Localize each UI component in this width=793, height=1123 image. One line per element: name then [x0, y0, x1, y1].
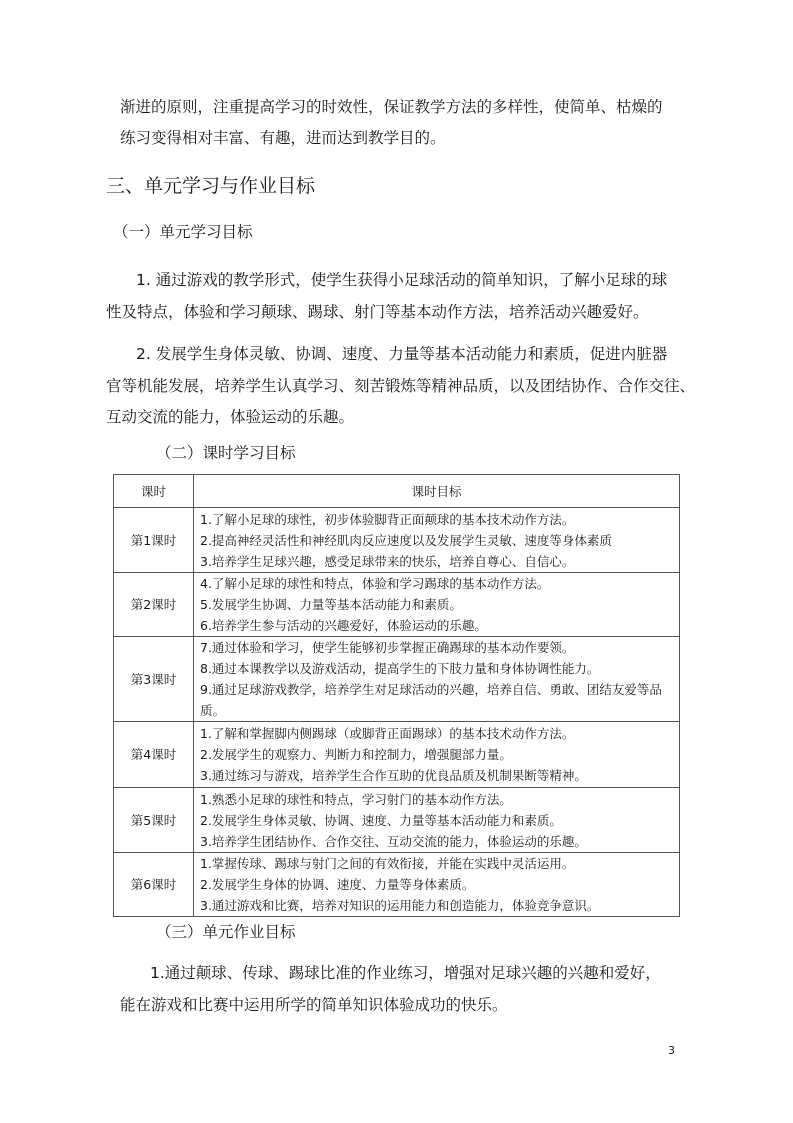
homework-goal-1-line-1: 1.通过颠球、传球、踢球比准的作业练习，增强对足球兴趣的兴趣和爱好， [150, 964, 661, 982]
lesson-cell: 第1课时 [114, 508, 194, 573]
table-row [114, 788, 680, 853]
subsection-3-heading: （三）单元作业目标 [156, 923, 296, 941]
column-header-lesson: 课时 [114, 475, 194, 508]
lesson-goals-table [113, 474, 680, 917]
goal-text: 3.通过游戏和比赛，培养对知识的运用能力和创造能力，体验竞争意识。 [200, 898, 600, 913]
goals-cell [194, 573, 680, 637]
goal-text: 3.培养学生足球兴趣，感受足球带来的快乐，培养自尊心、自信心。 [200, 553, 575, 569]
goal-text: 2.发展学生的观察力、判断力和控制力，增强腿部力量。 [200, 747, 512, 762]
goals-cell [194, 508, 680, 573]
goals-cell [194, 788, 680, 853]
goals-cell [194, 722, 680, 788]
goal-text: 8.通过本课教学以及游戏活动，提高学生的下肢力量和身体协调性能力。 [200, 661, 600, 676]
lesson-cell: 第2课时 [114, 573, 194, 637]
lesson-cell: 第5课时 [114, 788, 194, 853]
goal-text: 3.通过练习与游戏，培养学生合作互助的优良品质及机制果断等精神。 [200, 768, 587, 783]
intro-line-2: 练习变得相对丰富、有趣，进而达到教学目的。 [120, 129, 446, 147]
goal-text: 1.掌握传球、踢球与射门之间的有效衔接，并能在实践中灵活运用。 [200, 856, 575, 871]
table-row [114, 722, 680, 788]
table-row [114, 508, 680, 573]
table-row [114, 853, 680, 917]
table-header-row [114, 475, 680, 508]
page-number: 3 [668, 1044, 675, 1057]
goal-text: 6.培养学生参与活动的兴趣爱好，体验运动的乐趣。 [200, 618, 487, 633]
goal-text: 1.熟悉小足球的球性和特点，学习射门的基本动作方法。 [200, 791, 512, 807]
goals-cell [194, 637, 680, 722]
section-3-heading: 三、单元学习与作业目标 [106, 175, 316, 197]
goal-text: 2.发展学生身体的协调、速度、力量等身体素质。 [200, 877, 475, 892]
lesson-cell: 第4课时 [114, 722, 194, 788]
goal-text: 9.通过足球游戏教学，培养学生对足球活动的兴趣，培养自信、勇敢、团结友爱等品质。 [200, 682, 662, 718]
learning-goal-1-line-2: 性及特点，体验和学习颠球、踢球、射门等基本动作方法，培养活动兴趣爱好。 [106, 303, 649, 321]
goal-text: 3.培养学生团结协作、合作交往、互动交流的能力，体验运动的乐趣。 [200, 833, 587, 849]
table-row [114, 573, 680, 637]
subsection-2-heading: （二）课时学习目标 [156, 444, 296, 462]
learning-goal-2-line-2: 官等机能发展，培养学生认真学习、刻苦锻炼等精神品质，以及团结协作、合作交往、 [106, 377, 696, 395]
goal-text: 1.了解和掌握脚内侧踢球（或脚背正面踢球）的基本技术动作方法。 [200, 726, 575, 741]
column-header-goals: 课时目标 [194, 475, 680, 508]
lesson-cell: 第3课时 [114, 637, 194, 722]
learning-goal-2-line-1: 2. 发展学生身体灵敏、协调、速度、力量等基本活动能力和素质，促进内脏器 [136, 345, 668, 363]
goal-text: 7.通过体验和学习，使学生能够初步掌握正确踢球的基本动作要领。 [200, 640, 575, 655]
goal-text: 2.提高神经灵活性和神经肌肉反应速度以及发展学生灵敏、速度等身体素质 [200, 532, 612, 548]
goal-text: 4.了解小足球的球性和特点，体验和学习踢球的基本动作方法。 [200, 576, 550, 591]
learning-goal-2-line-3: 互动交流的能力，体验运动的乐趣。 [106, 408, 355, 426]
intro-line-1: 渐进的原则，注重提高学习的时效性，保证教学方法的多样性，使简单、枯燥的 [120, 98, 663, 116]
subsection-1-heading: （一）单元学习目标 [113, 223, 253, 241]
goal-text: 5.发展学生协调、力量等基本活动能力和素质。 [200, 597, 462, 612]
goals-cell [194, 853, 680, 917]
lesson-cell: 第6课时 [114, 853, 194, 917]
goal-text: 2.发展学生身体灵敏、协调、速度、力量等基本活动能力和素质。 [200, 812, 562, 828]
learning-goal-1-line-1: 1. 通过游戏的教学形式，使学生获得小足球活动的简单知识，了解小足球的球 [136, 271, 668, 289]
goal-text: 1.了解小足球的球性，初步体验脚背正面颠球的基本技术动作方法。 [200, 511, 575, 527]
homework-goal-1-line-2: 能在游戏和比赛中运用所学的简单知识体验成功的快乐。 [120, 996, 508, 1014]
table-row [114, 637, 680, 722]
